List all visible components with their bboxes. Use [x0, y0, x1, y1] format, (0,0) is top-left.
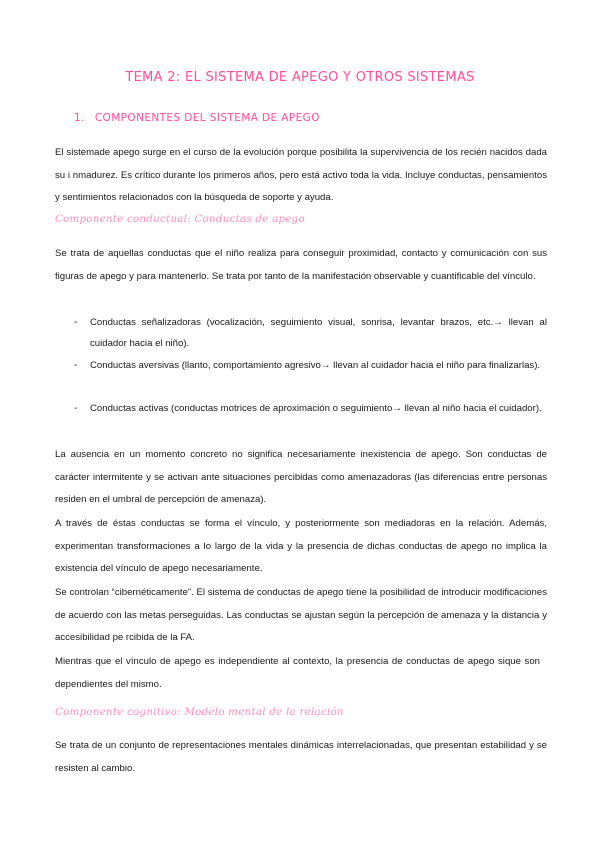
paragraph-contexto: Mientras que el vínculo de apego es independiente al contexto, la presencia de conductas de apego sique son dependientes del mismo. — [55, 656, 540, 690]
bullet-dash: - — [74, 360, 78, 371]
bullet-text-activas: Conductas activas (conductas motrices de aproximación o seguimiento→ llevan al niño hacia el cuidador). — [90, 403, 542, 414]
paragraph-ciberneticamente: Se controlan “cibernéticamente”. El sistema de conductas de apego tiene la posibilidad de introducir modificaciones de acuerdo con las metas perseguidas. Las conductas se ajustan según la percepción de amenaza y la distancia y accesibilidad pe rcibida de la FA. — [55, 587, 547, 643]
bullet-text-aversivas: Conductas aversivas (llanto, comportamiento agresivo→ llevan al cuidador hacia el niño para finalizarlas). — [90, 360, 541, 371]
section-heading — [74, 112, 320, 124]
paragraph-ausencia: La ausencia en un momento concreto no significa necesariamente inexistencia de apego. Son conductas de carácter intermitente y se activan ante situaciones percibidas como amenazadoras (las diferencias entre personas residen en el umbral de percepción de amenaza). — [55, 449, 547, 505]
section-number: 1. — [74, 112, 85, 124]
subheading-conductual: Componente conductual: Conductas de apego — [55, 214, 305, 225]
bullet-dash: - — [74, 317, 78, 328]
bullet-dash: - — [74, 403, 78, 414]
paragraph-vinculo: A través de éstas conductas se forma el vínculo, y posteriormente son mediadoras en la relación. Además, experimentan transformaciones a lo largo de la vida y la presencia de dichas conductas de apego no implica la existencia del vínculo de apego necesariamente. — [55, 518, 547, 574]
intro-paragraph: El sistemade apego surge en el curso de la evolución porque posibilita la supervivencia de los recién nacidos dada su i nmadurez. Es crítico durante los primeros años, pero está activo toda la vida. Incluye conductas, pensamientos y sentimientos relacionados con la búsqueda de soporte y ayuda. — [55, 147, 547, 203]
bullet-text-senalizadoras: Conductas señalizadoras (vocalización, seguimiento visual, sonrisa, levantar brazos, etc.→ llevan al cuidador hacia el niño). — [90, 317, 547, 349]
section-heading-text: COMPONENTES DEL SISTEMA DE APEGO — [94, 112, 320, 124]
subheading-cognitivo: Componente cognitivo: Modelo mental de la relación — [55, 707, 344, 718]
paragraph-modelo-mental: Se trata de un conjunto de representaciones mentales dinámicas interrelacionadas, que presentan estabilidad y se resisten al cambio. — [55, 740, 547, 774]
document-title: TEMA 2: EL SISTEMA DE APEGO Y OTROS SISTEMAS — [125, 70, 475, 85]
paragraph-conductas-apego: Se trata de aquellas conductas que el niño realiza para conseguir proximidad, contacto y comunicación con sus figuras de apego y para mantenerlo. Se trata por tanto de la manifestación observable y cuantificable del vínculo. — [55, 248, 547, 282]
